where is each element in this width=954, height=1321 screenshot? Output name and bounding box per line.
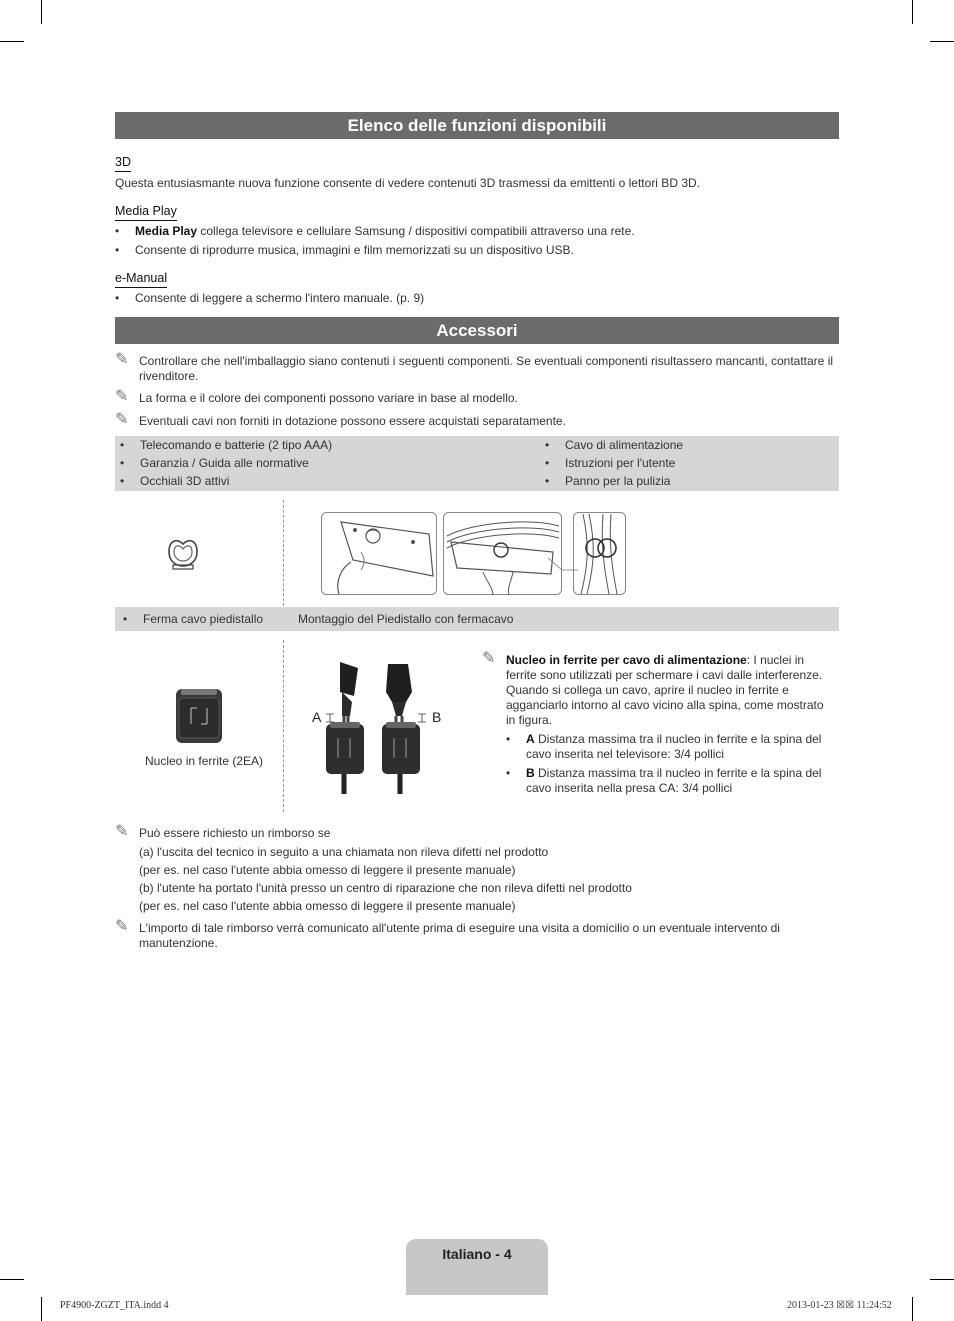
label-a: A (312, 709, 322, 725)
ferrite-b-bold: B (526, 766, 535, 780)
bullet-dot: • (545, 474, 550, 488)
heading-emanual: e-Manual (115, 271, 167, 288)
accessory-item: Cavo di alimentazione (565, 438, 684, 452)
note (115, 351, 839, 386)
crop-mark (912, 0, 913, 24)
list-item (506, 766, 836, 798)
media-play-bold: Media Play (135, 224, 198, 238)
page-number-tab: Italiano - 4 (406, 1239, 548, 1295)
ferrite-a-text: Distanza massima tra il nucleo in ferrite e la spina del cavo inserita nel televisore: 3/4 pollici (526, 732, 822, 761)
note (482, 650, 838, 727)
stand-assembly-step-2 (443, 512, 562, 595)
section-title-features: Elenco delle funzioni disponibili (115, 112, 839, 139)
ferrite-note-text: : I nuclei in ferrite sono utilizzati per schermare i cavi dalle interferenze. Quando si collega un cavo, aprire il nucleo in ferrite e agganciarlo intorno al cavo vicino alla spina, come mostrato in figura. (506, 653, 824, 727)
crop-mark (930, 1279, 954, 1280)
refund-line-a: (a) l'uscita del tecnico in seguito a una chiamata non rileva difetti nel prodotto (139, 845, 549, 859)
ferrite-a-bold: A (526, 732, 535, 746)
crop-mark (41, 1297, 42, 1321)
bullet-dot: • (123, 612, 128, 626)
refund-note: L'importo di tale rimborso verrà comunicato all'utente prima di eseguire una visita a domicilio o un eventuale intervento di manutenzione. (139, 921, 780, 950)
date-slug: 2013-01-23 ☒☒ 11:24:52 (787, 1300, 892, 1311)
crop-mark (912, 1297, 913, 1321)
pencil-note-icon: ✎ (115, 823, 129, 840)
crop-mark (0, 1279, 24, 1280)
note (115, 918, 839, 953)
accessory-item: Panno per la pulizia (565, 474, 671, 488)
cable-holder-illustration (163, 532, 203, 572)
refund-line-a2: (per es. nel caso l'utente abbia omesso di leggere il presente manuale) (139, 863, 516, 877)
divider (283, 640, 284, 812)
note (115, 388, 839, 407)
note (115, 823, 839, 842)
section-title-accessories: Accessori (115, 317, 839, 344)
accessory-item: Telecomando e batterie (2 tipo AAA) (140, 438, 333, 452)
note-text: Controllare che nell'imballaggio siano contenuti i seguenti componenti. Se eventuali componenti risultassero mancanti, contattare il rivenditore. (139, 354, 834, 383)
ferrite-caption: Nucleo in ferrite (2EA) (145, 754, 264, 768)
list-item (506, 732, 836, 764)
text-3d: Questa entusiasmante nuova funzione consente di vedere contenuti 3D trasmessi da emittenti o lettori BD 3D. (115, 176, 700, 190)
bullet-dot: • (120, 456, 125, 470)
ferrite-cable-illustration (322, 658, 432, 794)
bullet-dot: • (115, 224, 120, 238)
heading-media-play: Media Play (115, 204, 177, 221)
heading-3d: 3D (115, 155, 131, 172)
media-play-desc: collega televisore e cellulare Samsung / dispositivi compatibili attraverso una rete. (197, 224, 635, 238)
note-text: La forma e il colore dei componenti possono variare in base al modello. (139, 391, 518, 405)
bullet-dot: • (545, 438, 550, 452)
refund-line-b: (b) l'utente ha portato l'unità presso un centro di riparazione che non rileva difetti nel prodotto (139, 881, 632, 895)
note-text: Eventuali cavi non forniti in dotazione possono essere acquistati separatamente. (139, 414, 566, 428)
pencil-note-icon: ✎ (482, 650, 496, 667)
crop-mark (41, 0, 42, 24)
bullet-dot: • (506, 766, 511, 780)
media-play-usb: Consente di riprodurre musica, immagini e film memorizzati su un dispositivo USB. (135, 243, 574, 257)
emanual-text: Consente di leggere a schermo l'intero manuale. (p. 9) (135, 291, 425, 305)
refund-line-b2: (per es. nel caso l'utente abbia omesso di leggere il presente manuale) (139, 899, 516, 913)
crop-mark (930, 41, 954, 42)
crop-mark (0, 41, 24, 42)
bullet-dot: • (120, 474, 125, 488)
bullet-dot: • (115, 291, 120, 305)
stand-assembly-step-1 (321, 512, 437, 595)
note (115, 411, 839, 430)
ferrite-note-bold: Nucleo in ferrite per cavo di alimentazione (506, 653, 747, 667)
bullet-dot: • (506, 732, 511, 746)
bullet-dot: • (115, 243, 120, 257)
pencil-note-icon: ✎ (115, 411, 129, 428)
bullet-dot: • (120, 438, 125, 452)
file-slug: PF4900-ZGZT_ITA.indd 4 (60, 1300, 169, 1311)
stand-assembly-step-3 (573, 512, 626, 595)
connector-line (548, 550, 578, 572)
pencil-note-icon: ✎ (115, 351, 129, 368)
accessory-item: Garanzia / Guida alle normative (140, 456, 309, 470)
bullet-dot: • (545, 456, 550, 470)
divider (283, 500, 284, 606)
stand-item-label: Ferma cavo piedistallo (143, 612, 264, 626)
ferrite-b-text: Distanza massima tra il nucleo in ferrite e la spina del cavo inserita nella presa CA: 3/4 pollici (526, 766, 822, 795)
pencil-note-icon: ✎ (115, 918, 129, 935)
stand-assembly-label: Montaggio del Piedistallo con fermacavo (298, 612, 514, 626)
accessory-item: Occhiali 3D attivi (140, 474, 230, 488)
refund-intro: Può essere richiesto un rimborso se (139, 826, 331, 840)
accessory-item: Istruzioni per l'utente (565, 456, 676, 470)
pencil-note-icon: ✎ (115, 388, 129, 405)
label-b: B (432, 709, 442, 725)
ferrite-core-illustration (175, 688, 223, 744)
